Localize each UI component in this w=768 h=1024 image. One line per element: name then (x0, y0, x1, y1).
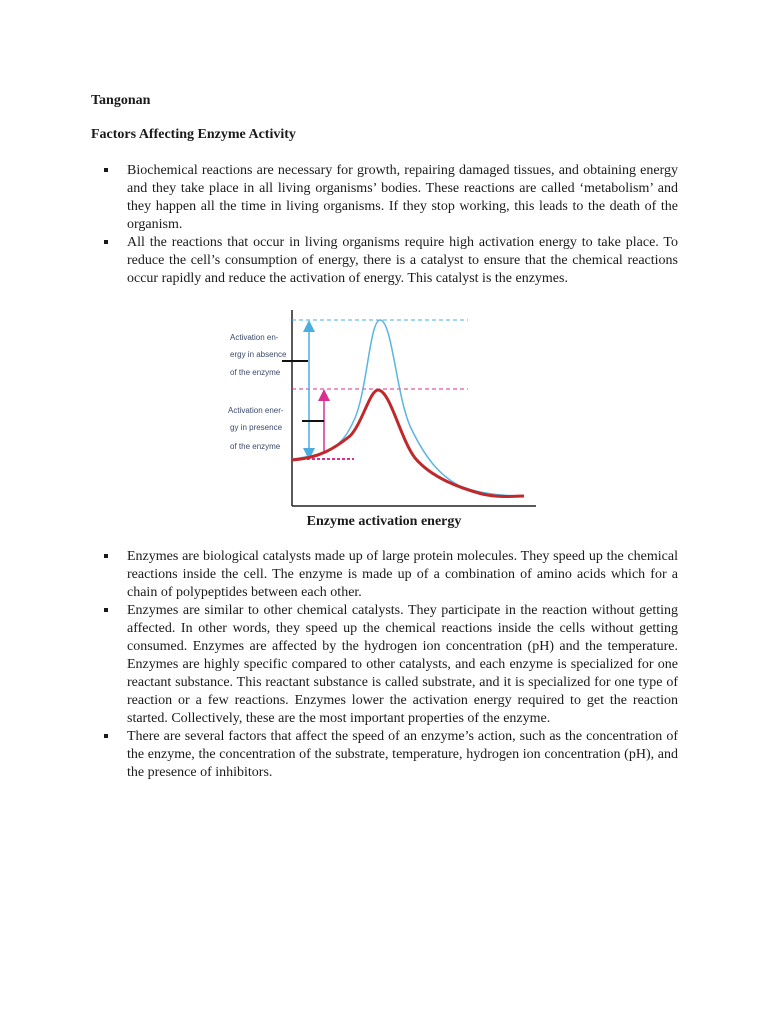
author-name: Tangonan (91, 93, 151, 108)
list-item (0, 162, 768, 234)
bullet-icon (104, 554, 108, 558)
body-bullet-list (0, 548, 768, 782)
label-presence-line3: of the enzyme (230, 442, 281, 451)
intro-bullet-list (0, 162, 768, 288)
bullet-icon (104, 240, 108, 244)
document-title: Factors Affecting Enzyme Activity (91, 127, 296, 142)
label-presence-line2: gy in presence (230, 423, 283, 432)
label-absence-line3: of the enzyme (230, 368, 281, 377)
bullet-icon (104, 608, 108, 612)
bullet-text: Enzymes are similar to other chemical catalysts. They participate in the reaction without getting affected. In other words, they speed up the chemical reactions inside the cells without getting consumed. Enzymes are affected by the hydrogen ion concentration (pH) and the temperature. Enzymes are highly specific compared to other catalysts, and each enzyme is specialized for one reactant substance. This reactant substance is called substrate, and it is specialized for one type of reaction or a few reactions. Enzymes lower the activation energy required to get the reaction started. Collectively, these are the most important properties of the enzyme. (127, 603, 678, 726)
activation-energy-diagram (220, 308, 550, 513)
list-item (0, 234, 768, 288)
list-item (0, 602, 768, 728)
enzyme-activation-figure (220, 308, 550, 513)
bullet-icon (104, 168, 108, 172)
curve-without-enzyme (292, 320, 524, 496)
list-item (0, 548, 768, 602)
bullet-icon (104, 734, 108, 738)
list-item (0, 728, 768, 782)
label-absence-line1: Activation en- (230, 333, 279, 342)
bullet-text: Biochemical reactions are necessary for growth, repairing damaged tissues, and obtaining energy and they take place in all living organisms’ bodies. These reactions are called ‘metabolism’ and they happen all the time in living organisms. If they stop working, this leads to the death of the organism. (127, 163, 678, 232)
bullet-text: Enzymes are biological catalysts made up of large protein molecules. They speed up the chemical reactions inside the cell. The enzyme is made up of a combination of amino acids which for a chain of polypeptides between each other. (127, 549, 678, 600)
figure-caption: Enzyme activation energy (306, 514, 462, 529)
label-presence-line1: Activation ener- (228, 406, 284, 415)
curve-with-enzyme (292, 390, 524, 497)
bullet-text: There are several factors that affect the speed of an enzyme’s action, such as the concentration of the enzyme, the concentration of the substrate, temperature, hydrogen ion concentration (pH), and the presence of inhibitors. (127, 729, 678, 780)
label-absence-line2: ergy in absence (230, 350, 287, 359)
bullet-text: All the reactions that occur in living organisms require high activation energy to take place. To reduce the cell’s consumption of energy, there is a catalyst to ensure that the chemical reactions occur rapidly and reduce the activation of energy. This catalyst is the enzymes. (127, 235, 678, 286)
